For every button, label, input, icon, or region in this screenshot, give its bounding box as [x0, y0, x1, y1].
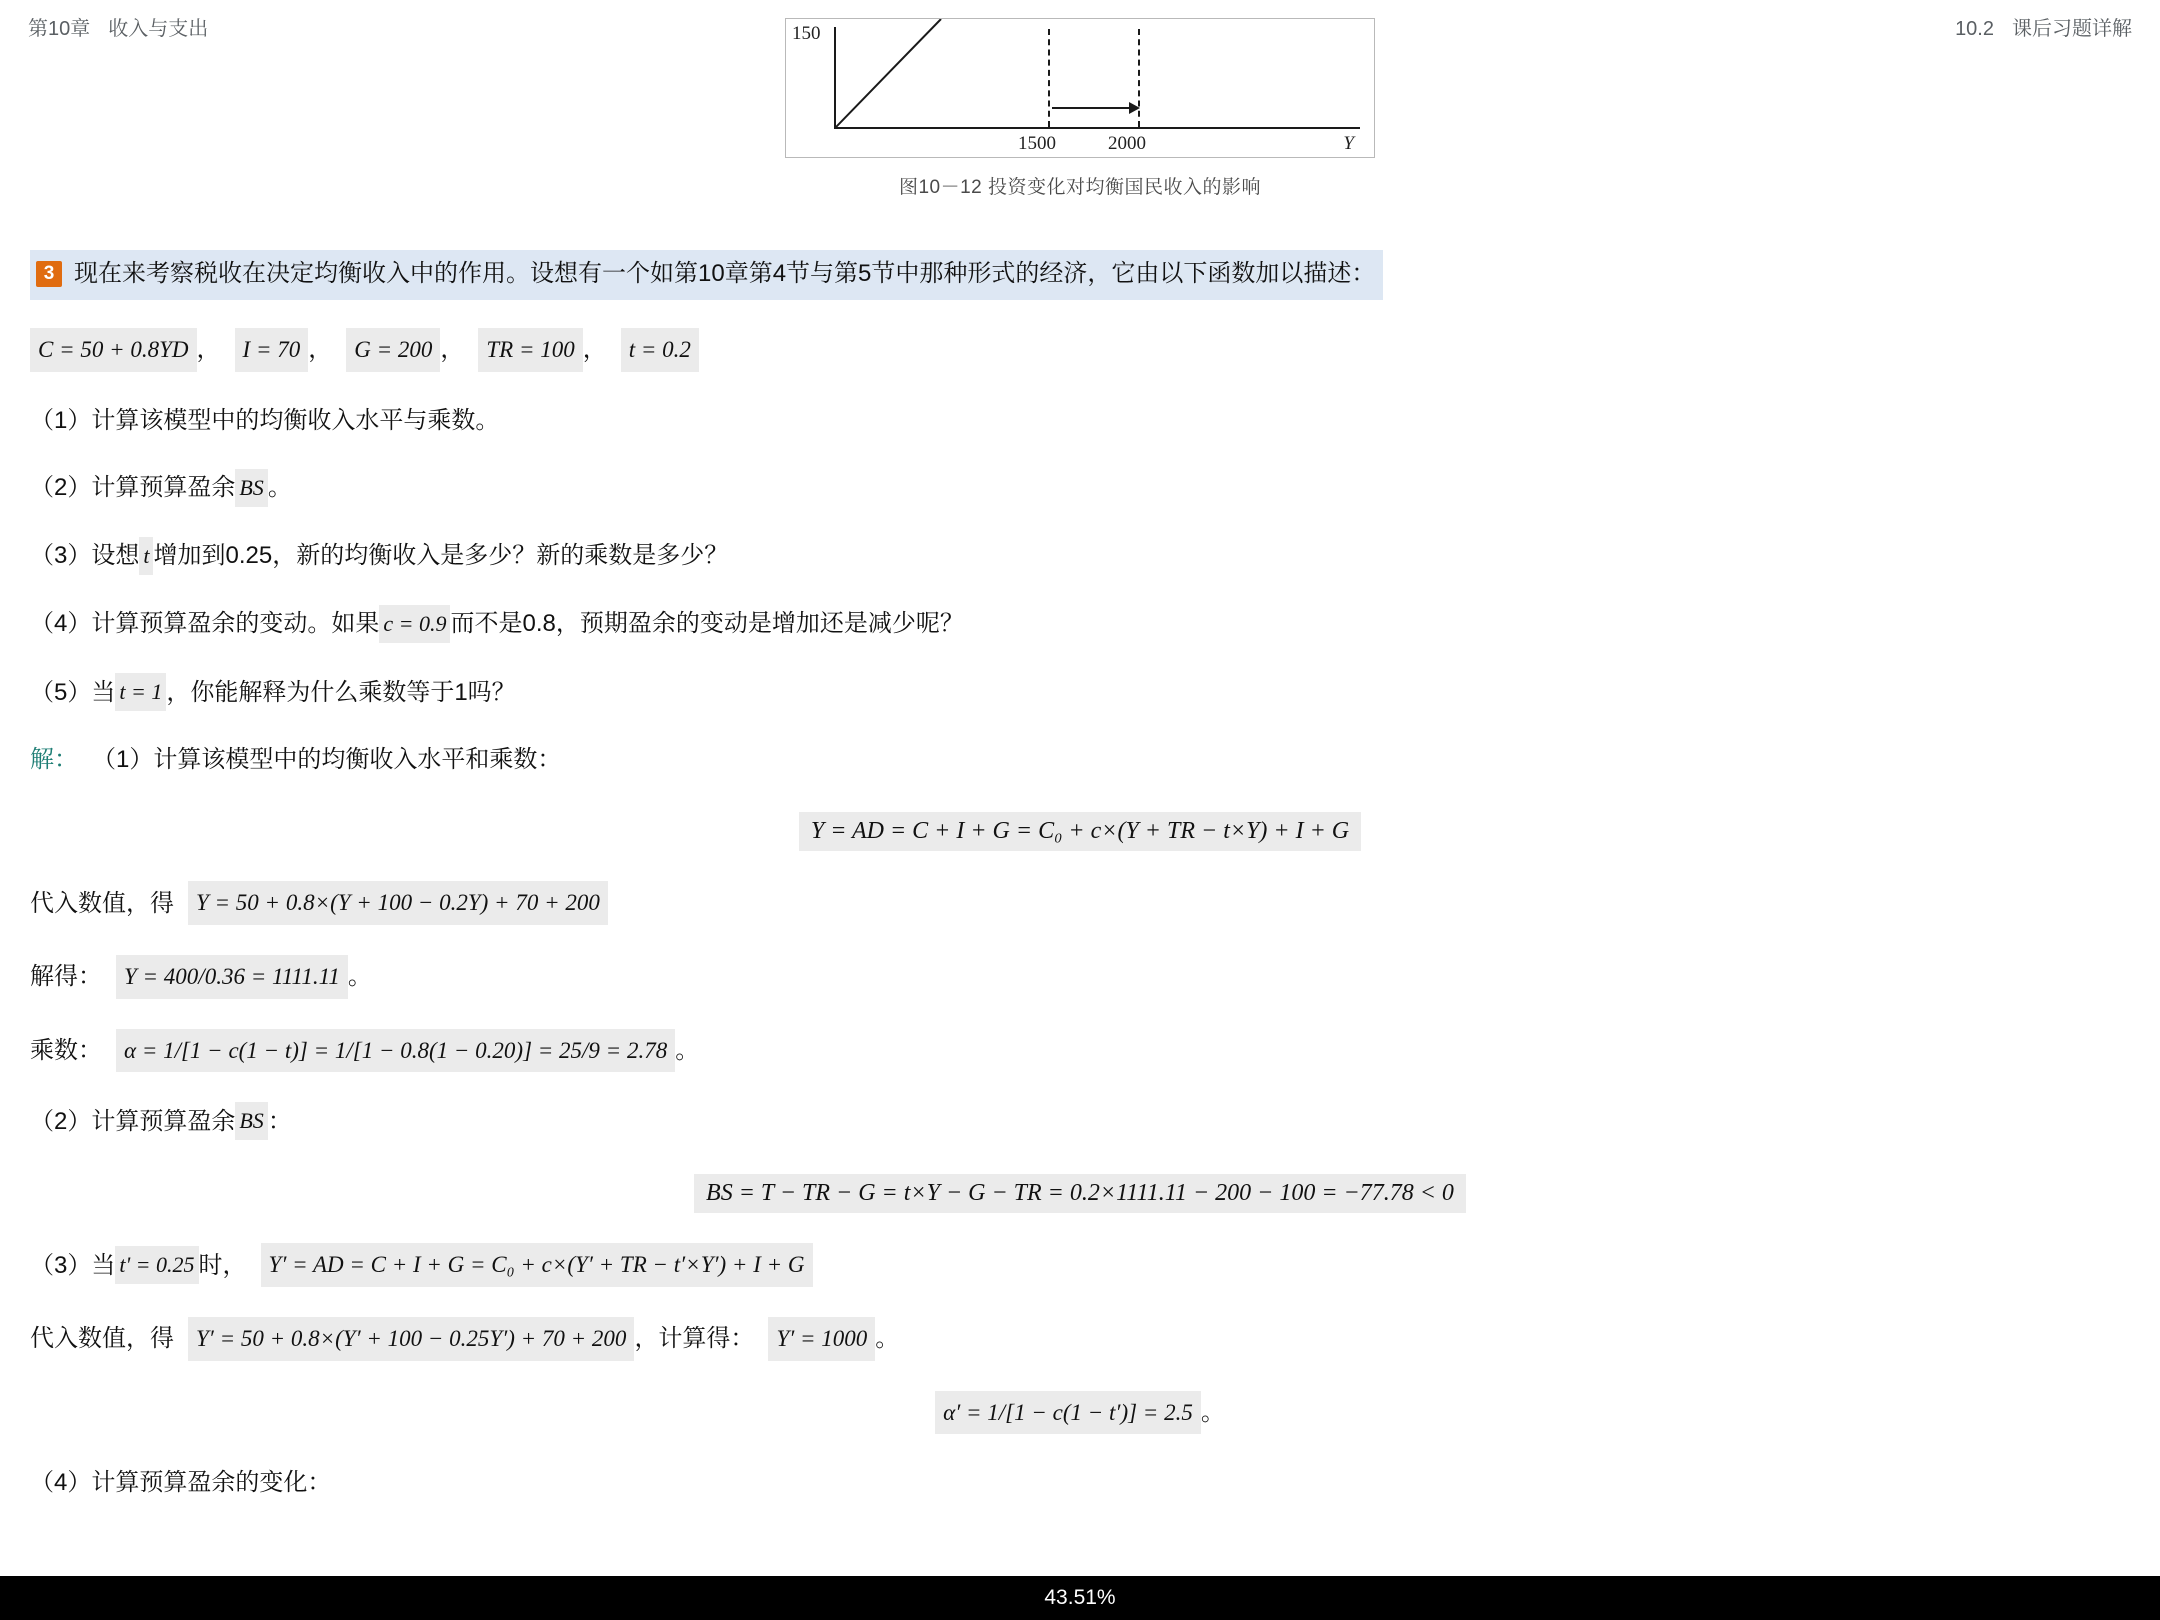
item-5-label: （5） — [30, 678, 92, 706]
figure-x-axis — [834, 127, 1360, 129]
item-5-pre: 当 — [91, 678, 116, 706]
equation-multiplier: α = 1/[1 − c(1 − t)] = 1/[1 − 0.8(1 − 0.20)] = 25/9 = 2.78 — [116, 1029, 675, 1073]
item-3-math: t — [139, 537, 153, 575]
question-number-badge: 3 — [36, 261, 62, 287]
item-4-pre: 计算预算盈余的变动。如果 — [91, 610, 380, 638]
solution-item-3-math: t' = 0.25 — [115, 1246, 198, 1284]
given-sep-4: ， — [582, 336, 607, 364]
multiplier-2-post: 。 — [1200, 1398, 1225, 1426]
figure-45-degree-line — [836, 19, 956, 127]
substitute-label: 代入数值，得 — [30, 889, 174, 917]
solution-item-3-mid: 时， — [198, 1251, 247, 1279]
figure-block — [0, 18, 2160, 199]
solution-item-2-heading — [30, 1102, 2130, 1140]
item-2-label: （2） — [30, 474, 92, 502]
question-item-2 — [30, 469, 2130, 507]
item-2-post: 。 — [267, 474, 292, 502]
item-2-pre: 计算预算盈余 — [91, 474, 236, 502]
solution-item-3-heading — [30, 1243, 2130, 1287]
multiplier-label: 乘数： — [30, 1036, 102, 1064]
solution-item-2-math: BS — [235, 1102, 267, 1140]
substitute-row — [30, 881, 2130, 925]
substitute-label-2: 代入数值，得 — [30, 1325, 174, 1353]
figure-tick-2000: 2000 — [1108, 133, 1146, 154]
reading-progress-bar[interactable] — [0, 1576, 2160, 1620]
solution-label: 解： — [30, 746, 78, 774]
progress-percent: 43.51% — [1044, 1586, 1116, 1609]
item-5-math: t = 1 — [115, 673, 166, 711]
question-item-5 — [30, 673, 2130, 711]
question-item-4 — [30, 605, 2130, 643]
figure-tick-1500: 1500 — [1018, 133, 1056, 154]
solution-item-3-label: （3）当 — [30, 1251, 116, 1279]
solve-row — [30, 955, 2130, 999]
item-4-label: （4） — [30, 610, 92, 638]
solve-label: 解得： — [30, 963, 102, 991]
equation-solve: Y = 400/0.36 = 1111.11 — [116, 955, 348, 999]
equation-budget-surplus: BS = T − TR − G = t×Y − G − TR = 0.2×1111.11 − 200 − 100 = −77.78 < 0 — [694, 1174, 1466, 1213]
figure-dashed-line-1500 — [1048, 29, 1050, 127]
item-3-label: （3） — [30, 542, 92, 570]
solution-line-1: （1）计算该模型中的均衡收入水平和乘数： — [92, 746, 562, 774]
item-4-math: c = 0.9 — [379, 605, 450, 643]
item-1-label: （1） — [30, 406, 92, 434]
header-chapter-title: 收入与支出 — [108, 17, 209, 40]
solution-item-2-post: ： — [267, 1107, 292, 1135]
given-government: G = 200 — [346, 328, 440, 372]
document-content — [0, 250, 2160, 1502]
solution-item-2-label: （2）计算预算盈余 — [30, 1107, 236, 1135]
solve-post: 。 — [347, 963, 372, 991]
header-section-title: 课后习题详解 — [2012, 17, 2132, 40]
given-tax-rate: t = 0.2 — [621, 328, 699, 372]
multiplier-2-row — [30, 1391, 2130, 1435]
figure-shift-arrow — [1052, 107, 1138, 109]
equation-result-2: Y′ = 1000 — [768, 1317, 875, 1361]
given-sep-3: ， — [440, 336, 465, 364]
item-3-pre: 设想 — [91, 542, 140, 570]
figure-axis-label-y: Y — [1343, 133, 1354, 154]
equation-main: Y = AD = C + I + G = C₀ + c×(Y + TR − t×Y) + I + G — [799, 812, 1361, 851]
equation-multiplier-2: α′ = 1/[1 − c(1 − t′)] = 2.5 — [935, 1391, 1201, 1435]
item-4-post: 而不是0.8，预期盈余的变动是增加还是减少呢？ — [450, 610, 964, 638]
header-section-number: 10.2 — [1955, 17, 1994, 40]
substitute-row-2 — [30, 1317, 2130, 1361]
solution-item-4-label: （4）计算预算盈余的变化： — [30, 1469, 332, 1497]
question-item-1 — [30, 402, 2130, 439]
given-sep-1: ， — [196, 336, 221, 364]
item-1-text: 计算该模型中的均衡收入水平与乘数。 — [91, 406, 500, 434]
header-chapter: 第10章 — [28, 17, 91, 40]
question-line — [30, 250, 1383, 300]
item-5-post: ，你能解释为什么乘数等于1吗？ — [166, 678, 516, 706]
question-item-3 — [30, 537, 2130, 575]
figure-y-value-label: 150 — [792, 23, 821, 44]
figure-caption: 图10－12 投资变化对均衡国民收入的影响 — [898, 177, 1262, 198]
calc-post: 。 — [875, 1325, 900, 1353]
equation-substitute: Y = 50 + 0.8×(Y + 100 − 0.2Y) + 70 + 200 — [188, 881, 608, 925]
given-functions-row — [30, 328, 2130, 372]
solution-heading — [30, 741, 2130, 778]
equation-item-3: Y′ = AD = C + I + G = C₀ + c×(Y′ + TR − t′×Y′) + I + G — [261, 1243, 813, 1287]
multiplier-row — [30, 1029, 2130, 1073]
item-3-post: 增加到0.25，新的均衡收入是多少？新的乘数是多少？ — [153, 542, 729, 570]
equation-substitute-2: Y′ = 50 + 0.8×(Y′ + 100 − 0.25Y′) + 70 + 200 — [188, 1317, 634, 1361]
figure-image — [785, 18, 1375, 158]
given-sep-2: ， — [308, 336, 333, 364]
solution-item-4-heading — [30, 1464, 2130, 1501]
given-investment: I = 70 — [235, 328, 309, 372]
multiplier-post: 。 — [675, 1036, 700, 1064]
calc-label: ，计算得： — [634, 1325, 755, 1353]
given-consumption: C = 50 + 0.8YD — [30, 328, 197, 372]
item-2-math: BS — [235, 469, 267, 507]
question-text: 现在来考察税收在决定均衡收入中的作用。设想有一个如第10章第4节与第5节中那种形式的经济，它由以下函数加以描述： — [74, 260, 1376, 287]
given-transfers: TR = 100 — [478, 328, 582, 372]
